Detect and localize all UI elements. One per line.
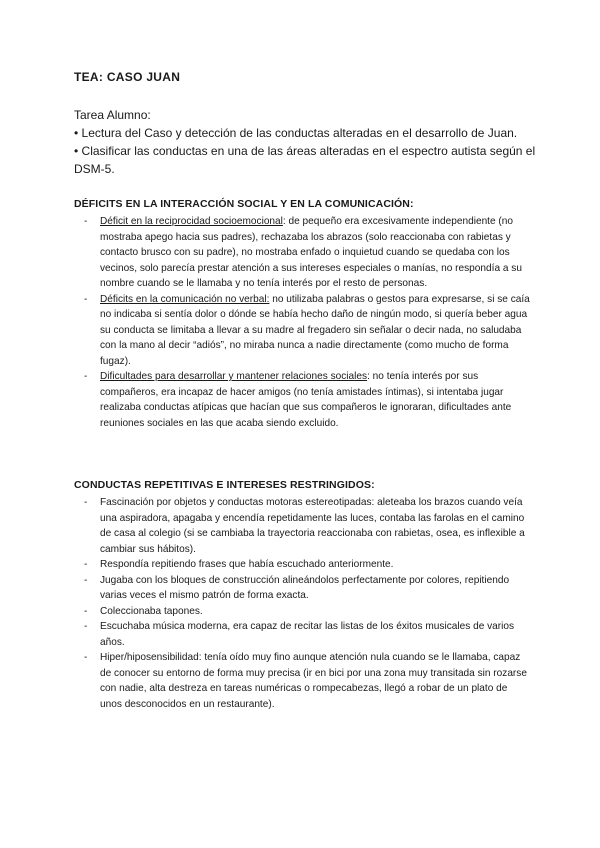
list-item: - Respondía repitiendo frases que había escuchado anteriormente. — [84, 559, 394, 570]
item-text: Escuchaba música moderna, era capaz de recitar las listas de los éxitos musicales de varios años. — [100, 621, 515, 648]
list-item: - Déficit en la reciprocidad socioemocional: de pequeño era excesivamente independiente (no mostraba apego hacia sus padres), rechazaba los abrazos (solo reaccionaba con rabietas y contacto brusco con su padre), no mostraba enfado o inquietud cuando se quedaba con los vecinos, solo parecía prestar atención a sus intereses especiales o manías, no respondía a su nombre cuando se le llamaba y no tenía interés por el resto de personas. — [84, 216, 522, 289]
item-text: Hiper/hiposensibilidad: tenía oído muy fino aunque atención nula cuando se le llamaba, capaz de conocer su entorno de forma muy precisa (ir en bici por una zona muy transitada sin rozarse con nadie, alta destreza en tareas numéricas o rompecabezas, llegó a robar de un plato de unos desconocidos en un restaurante). — [100, 652, 527, 710]
item-text: : no tenía interés por sus compañeros, era incapaz de hacer amigos (no tenía amistades íntimas), si intentaba jugar realizaba conductas atípicas que hacían que sus compañeros le ignoraran, dificultades ante reuniones sociales en las que acaba siendo excluido. — [100, 371, 512, 429]
item-text: : de pequeño era excesivamente independiente (no mostraba apego hacia sus padres), rechazaba los abrazos (solo reaccionaba con rabietas y contacto brusco con su padre), no mostraba enfado o inquietud cuando se quedaba con los vecinos, solo parecía prestar atención a sus intereses especiales o manías, no respondía a su nombre cuando se le llamaba y no tenía interés por el resto de personas. — [100, 216, 522, 289]
document-title: TEA: CASO JUAN — [74, 70, 181, 84]
task-line: • Clasificar las conductas en una de las áreas alteradas en el espectro autista según el DSM-5. — [74, 144, 536, 176]
social-deficits-list — [74, 214, 540, 431]
item-text: Coleccionaba tapones. — [100, 605, 203, 617]
item-term: Dificultades para desarrollar y mantener relaciones sociales — [100, 371, 368, 382]
list-item: - Jugaba con los bloques de construcción alineándolos perfectamente por colores, repitiendo varias veces el mismo patrón de forma exacta. — [84, 574, 510, 601]
task-block — [74, 106, 540, 178]
list-item: - Dificultades para desarrollar y mantener relaciones sociales: no tenía interés por sus compañeros, era incapaz de hacer amigos (no tenía amistades íntimas), si intentaba jugar realizaba conductas atípicas que hacían que sus compañeros le ignoraran, dificultades ante reuniones sociales en las que acaba siendo excluido. — [84, 371, 512, 429]
item-text: Respondía repitiendo frases que había escuchado anteriormente. — [100, 559, 394, 570]
repetitive-behaviors-list — [74, 495, 540, 712]
list-item: - Déficits en la comunicación no verbal: no utilizaba palabras o gestos para expresarse, si se caía no indicaba si sentía dolor o dónde se había hecho daño de ningún modo, si quería beber agua su conducta se limitaba a llevar a su madre al fregadero sin señalar o decir nada, no saludaba con la mano al decir “adiós”, no miraba nunca a nadie directamente (como mucho de forma fugaz). — [84, 293, 530, 367]
list-item: - Escuchaba música moderna, era capaz de recitar las listas de los éxitos musicales de varios años. — [84, 621, 515, 648]
section-heading-repetitive: CONDUCTAS REPETITIVAS E INTERESES RESTRINGIDOS: — [74, 479, 375, 491]
list-item: - Coleccionaba tapones. — [84, 605, 203, 617]
task-label: Tarea Alumno: — [74, 108, 151, 122]
list-item: - Fascinación por objetos y conductas motoras estereotipadas: aleteaba los brazos cuando veía una aspiradora, apagaba y encendía repetidamente las luces, contaba las farolas en el camino de casa al colegio (si se cambiaba la trayectoria reaccionaba con rabietas, osea, es inflexible a cambiar sus hábitos). — [84, 497, 525, 555]
item-text: no utilizaba palabras o gestos para expresarse, si se caía no indicaba si sentía dolor o dónde se había hecho daño de ningún modo, si quería beber agua su conducta se limitaba a llevar a su madre al fregadero sin señalar o decir nada, no saludaba con la mano al decir “adiós”, no miraba nunca a nadie directamente (como mucho de forma fugaz). — [100, 293, 530, 367]
item-text: Jugaba con los bloques de construcción alineándolos perfectamente por colores, repitiendo varias veces el mismo patrón de forma exacta. — [100, 574, 510, 601]
item-term: Déficit en la reciprocidad socioemocional — [100, 216, 283, 227]
section-heading-social: DÉFICITS EN LA INTERACCIÓN SOCIAL Y EN LA COMUNICACIÓN: — [74, 198, 414, 210]
item-term: Déficits en la comunicación no verbal: — [100, 293, 270, 305]
task-line: • Lectura del Caso y detección de las conductas alteradas en el desarrollo de Juan. — [74, 126, 518, 140]
list-item: - Hiper/hiposensibilidad: tenía oído muy fino aunque atención nula cuando se le llamaba, capaz de conocer su entorno de forma muy precisa (ir en bici por una zona muy transitada sin rozarse con nadie, alta destreza en tareas numéricas o rompecabezas, llegó a robar de un plato de unos desconocidos en un restaurante). — [84, 652, 527, 710]
item-text: Fascinación por objetos y conductas motoras estereotipadas: aleteaba los brazos cuando veía una aspiradora, apagaba y encendía repetidamente las luces, contaba las farolas en el camino de casa al colegio (si se cambiaba la trayectoria reaccionaba con rabietas, osea, es inflexible a cambiar sus hábitos). — [100, 497, 525, 555]
